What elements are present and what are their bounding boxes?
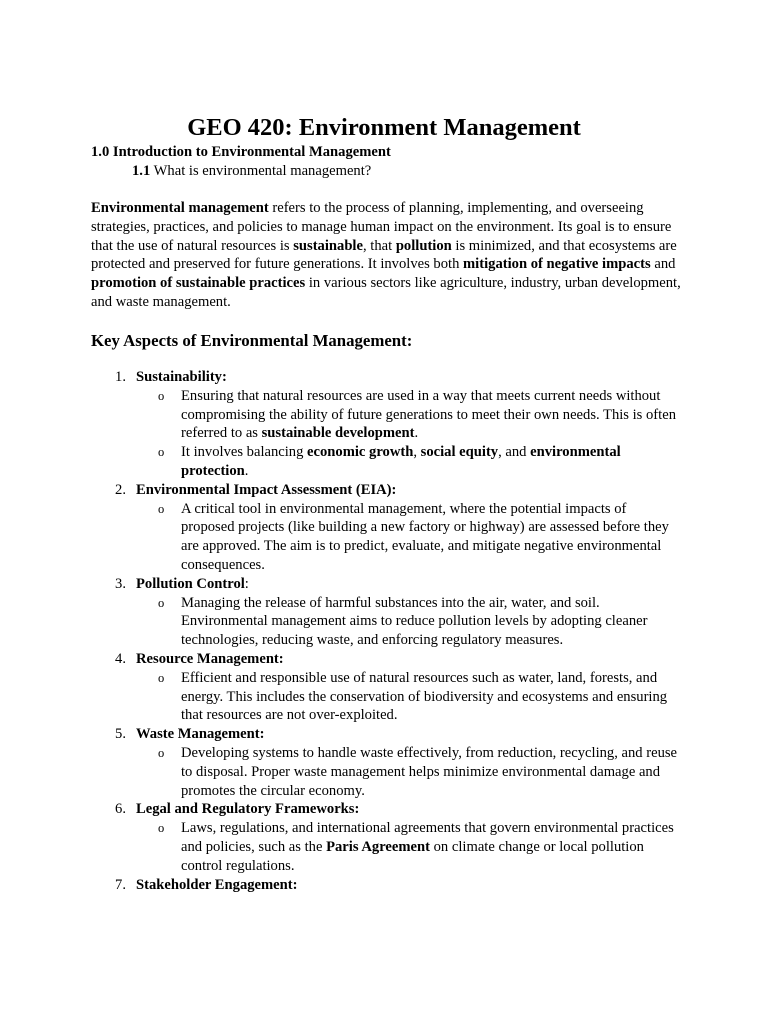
bold-term: environmental protection xyxy=(181,444,621,479)
item-title: Resource Management: xyxy=(136,650,284,667)
text-run: It involves balancing xyxy=(181,444,308,461)
bold-term: Paris Agreement xyxy=(326,838,430,855)
list-item xyxy=(0,481,768,575)
document-title: GEO 420: Environment Management xyxy=(187,114,581,141)
list-item xyxy=(0,650,768,725)
intro-paragraph xyxy=(91,199,681,312)
subsection-text: What is environmental management? xyxy=(153,163,372,179)
sub-bullet xyxy=(0,500,768,575)
bold-term: social equity xyxy=(420,444,499,461)
list-item xyxy=(0,800,768,875)
sub-bullet-text xyxy=(181,443,681,481)
item-title-text: Pollution Control xyxy=(136,575,245,592)
intro-text: refers to the process of planning, implementing, and overseeing strategies, practices, and policies to manage human impact on the environment. Its goal is to ensure that the use of natural resources is xyxy=(91,200,672,254)
intro-text: and xyxy=(650,256,676,273)
sub-bullet-text xyxy=(181,387,681,443)
list-item xyxy=(0,575,768,650)
item-title: Legal and Regulatory Frameworks: xyxy=(136,801,360,818)
sub-bullet xyxy=(0,819,768,875)
item-title: Environmental Impact Assessment (EIA): xyxy=(136,481,397,498)
sub-bullet xyxy=(0,669,768,725)
subsection-heading xyxy=(132,162,371,181)
item-title: Sustainability: xyxy=(136,369,227,385)
list-item xyxy=(0,876,768,895)
item-number: 3. xyxy=(115,575,126,592)
item-title-suffix: : xyxy=(244,575,249,592)
text-run: on climate change or local pollution control regulations. xyxy=(181,838,644,874)
list-item xyxy=(0,725,768,800)
intro-text: , that xyxy=(362,237,396,254)
sub-bullet-text: Efficient and responsible use of natural resources such as water, land, forests, and energy. This includes the conservation of biodiversity and ecosystems and ensuring that resources are not over-exploited. xyxy=(181,669,668,724)
bold-term: sustainable development xyxy=(261,425,415,442)
text-run: . xyxy=(244,462,249,479)
list-item xyxy=(0,368,768,481)
item-title: Stakeholder Engagement: xyxy=(136,876,298,893)
bullet-icon: o xyxy=(158,670,165,685)
item-number: 1. xyxy=(115,369,126,385)
intro-text: in various sectors like agriculture, industry, urban development, and waste management. xyxy=(91,275,681,310)
item-number: 7. xyxy=(115,876,126,893)
item-number: 5. xyxy=(115,726,126,743)
subsection-number: 1.1 xyxy=(132,163,151,179)
sub-bullet xyxy=(0,443,768,481)
text-run: , and xyxy=(498,444,531,461)
bullet-icon: o xyxy=(158,595,165,610)
intro-term: Environmental management xyxy=(91,200,269,216)
intro-term: mitigation of negative impacts xyxy=(463,256,651,273)
sub-bullet-text: A critical tool in environmental management, where the potential impacts of proposed projects (like building a new factory or highway) are assessed before they are approved. The aim is to predict, evaluate, and mitigate negative environmental consequences. xyxy=(181,500,669,573)
item-number: 2. xyxy=(115,481,126,498)
sub-bullet-text: Developing systems to handle waste effectively, from reduction, recycling, and reuse to disposal. Proper waste management helps minimize environmental damage and promotes the circular economy. xyxy=(181,744,678,799)
text-run: Laws, regulations, and international agreements that govern environmental practices and policies, such as the xyxy=(181,820,674,855)
bullet-icon: o xyxy=(158,745,165,760)
bullet-icon: o xyxy=(158,445,165,460)
item-title: Waste Management: xyxy=(136,726,265,743)
sub-bullet-text: Managing the release of harmful substances into the air, water, and soil. Environmental management aims to reduce pollution levels by adopting cleaner technologies, reducing waste, and enforcing regulatory measures. xyxy=(181,594,648,649)
item-number: 4. xyxy=(115,650,126,667)
sub-bullet-text xyxy=(181,819,681,875)
bullet-icon: o xyxy=(158,501,165,516)
intro-term: sustainable xyxy=(293,237,363,254)
key-aspects-heading: Key Aspects of Environmental Management: xyxy=(91,331,413,350)
intro-text: is minimized, and that ecosystems are protected and preserved for future generations. It involves both xyxy=(91,237,677,273)
text-run: , xyxy=(413,444,421,461)
bold-term: economic growth xyxy=(307,444,414,461)
bullet-icon: o xyxy=(158,388,165,403)
bullet-icon: o xyxy=(158,821,165,836)
sub-bullet xyxy=(0,594,768,650)
sub-bullet xyxy=(0,387,768,443)
intro-term: promotion of sustainable practices xyxy=(91,275,306,292)
key-aspects-list xyxy=(0,368,768,894)
section-heading: 1.0 Introduction to Environmental Management xyxy=(91,144,391,160)
sub-bullet xyxy=(0,744,768,800)
item-title xyxy=(136,575,768,594)
item-number: 6. xyxy=(115,801,126,818)
intro-term: pollution xyxy=(395,237,452,254)
text-run: Ensuring that natural resources are used in a way that meets current needs without compromising the ability of future generations to meet their own needs. This is often referred to as xyxy=(181,387,676,442)
text-run: . xyxy=(414,425,419,442)
